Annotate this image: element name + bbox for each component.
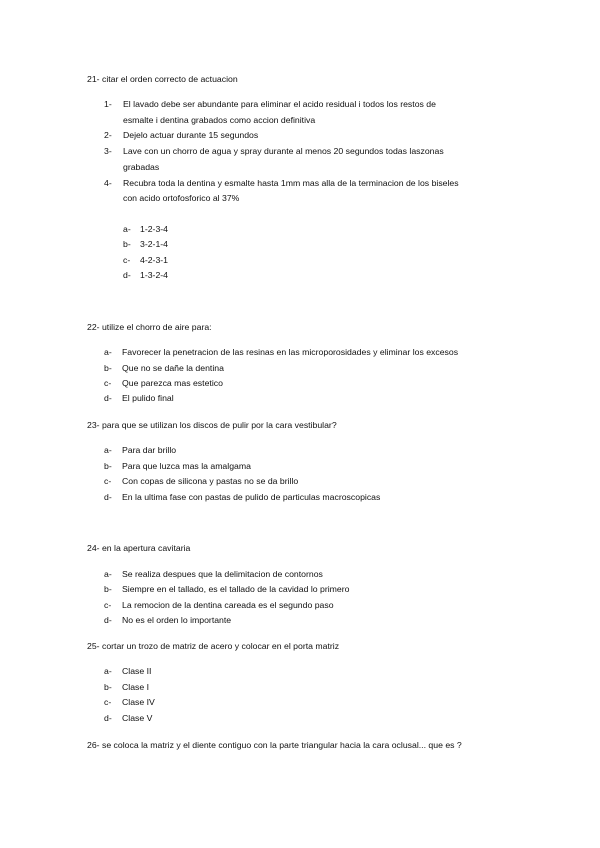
option-letter: b- xyxy=(104,363,112,373)
step-number-1: 1- xyxy=(104,99,112,109)
option-letter: c- xyxy=(104,600,112,610)
option-letter: d- xyxy=(123,270,131,280)
option-letter: a- xyxy=(104,347,112,357)
option-letter: b- xyxy=(104,461,112,471)
option-text: Clase IV xyxy=(122,697,155,707)
option-text: 1-3-2-4 xyxy=(140,270,169,280)
option-text: La remocion de la dentina careada es el segundo paso xyxy=(122,600,334,610)
question-24-title: 24- en la apertura cavitaria xyxy=(87,543,191,553)
step-number-3: 3- xyxy=(104,146,112,156)
option-text: Que no se dañe la dentina xyxy=(122,363,224,373)
option-letter: b- xyxy=(104,682,112,692)
option-letter: d- xyxy=(104,393,112,403)
option-letter: a- xyxy=(104,445,112,455)
option-letter: c- xyxy=(104,476,112,486)
option-text: En la ultima fase con pastas de pulido de particulas macroscopicas xyxy=(122,492,381,502)
option-text: Que parezca mas estetico xyxy=(122,378,223,388)
step-1-line-2: esmalte i dentina grabados como accion definitiva xyxy=(123,115,316,125)
option-letter: a- xyxy=(104,569,112,579)
question-21-title: 21- citar el orden correcto de actuacion xyxy=(87,74,238,84)
option-letter: a- xyxy=(104,666,112,676)
option-letter: d- xyxy=(104,615,112,625)
option-letter: c- xyxy=(104,697,112,707)
question-23-title: 23- para que se utilizan los discos de pulir por la cara vestibular? xyxy=(87,420,337,430)
option-text: Clase II xyxy=(122,666,152,676)
question-25-title: 25- cortar un trozo de matriz de acero y colocar en el porta matriz xyxy=(87,641,340,651)
step-3-line-1: Lave con un chorro de agua y spray durante al menos 20 segundos todas laszonas xyxy=(123,146,444,156)
step-4-line-1: Recubra toda la dentina y esmalte hasta 1mm mas alla de la terminacion de los biseles xyxy=(123,178,459,188)
option-letter: c- xyxy=(123,255,131,265)
option-letter: c- xyxy=(104,378,112,388)
question-22-title: 22- utilize el chorro de aire para: xyxy=(87,322,212,332)
option-letter: b- xyxy=(123,239,131,249)
step-3-line-2: grabadas xyxy=(123,162,160,172)
option-text: No es el orden lo importante xyxy=(122,615,232,625)
option-letter: d- xyxy=(104,713,112,723)
option-text: 4-2-3-1 xyxy=(140,255,169,265)
option-text: Para dar brillo xyxy=(122,445,177,455)
option-letter: b- xyxy=(104,584,112,594)
option-text: 3-2-1-4 xyxy=(140,239,169,249)
option-text: 1-2-3-4 xyxy=(140,224,169,234)
option-letter: d- xyxy=(104,492,112,502)
option-text: Clase V xyxy=(122,713,153,723)
question-26-title: 26- se coloca la matriz y el diente contiguo con la parte triangular hacia la cara oclusal... que es ? xyxy=(87,740,462,750)
option-letter: a- xyxy=(123,224,131,234)
step-1-line-1: El lavado debe ser abundante para eliminar el acido residual i todos los restos de xyxy=(123,99,436,109)
step-2-line-1: Dejelo actuar durante 15 segundos xyxy=(123,130,259,140)
option-text: Con copas de silicona y pastas no se da brillo xyxy=(122,476,299,486)
option-text: Para que luzca mas la amalgama xyxy=(122,461,251,471)
step-number-4: 4- xyxy=(104,178,112,188)
option-text: El pulido final xyxy=(122,393,174,403)
option-text: Se realiza despues que la delimitacion de contornos xyxy=(122,569,323,579)
step-4-line-2: con acido ortofosforico al 37% xyxy=(123,193,240,203)
step-number-2: 2- xyxy=(104,130,112,140)
option-text: Clase I xyxy=(122,682,150,692)
option-text: Siempre en el tallado, es el tallado de la cavidad lo primero xyxy=(122,584,350,594)
option-text: Favorecer la penetracion de las resinas en las microporosidades y eliminar los excesos xyxy=(122,347,459,357)
